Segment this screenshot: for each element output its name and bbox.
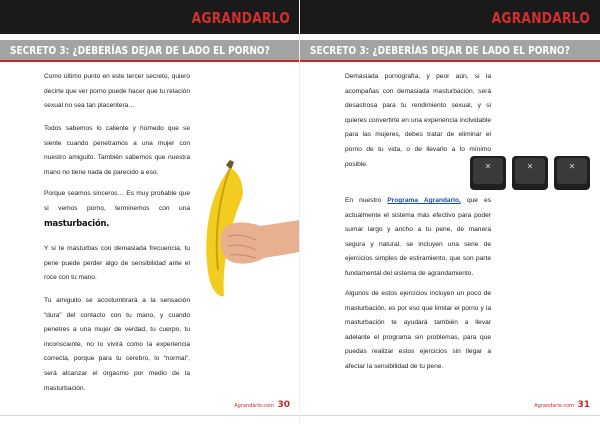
page-number: 31 (577, 400, 590, 410)
program-link[interactable]: Programa Agrandarlo, (387, 197, 461, 204)
svg-text:✕: ✕ (484, 162, 492, 171)
right-page (300, 0, 600, 424)
paragraph-text: que es actualmente el sistema más efectivo para poder sumar largo y ancho a tu pene, de manera segura y natural, se incluyen una serie de ejercicios simples de estiramiento, que son parte fundamental del sistema de agrandamiento. (345, 197, 491, 277)
brand-logo: AGRANDARLO (491, 9, 590, 27)
page-number: 30 (277, 400, 290, 410)
hand-banana-image (190, 160, 300, 300)
paragraph: Demasiada pornografía, y peor aún, si la acompañas con demasiada masturbación, será desastrosa para tu rendimiento sexual, y si quieres convertirte en una experiencia inolvidable para las mujeres, debes tratar de eliminar el porno de tu vida, o de llevarlo a lo mínimo posible. (345, 73, 491, 168)
top-bar (300, 0, 600, 34)
hand (221, 220, 300, 264)
footer-url: Agrandarlo.com (534, 403, 574, 409)
keyword-highlight: masturbación. (44, 218, 110, 229)
section-divider (0, 60, 300, 62)
paragraph-text: Porque seamos sinceros… Es muy probable que si vemos porno, terminemos con una (44, 190, 190, 212)
footer-divider (300, 415, 600, 416)
section-title: SECRETO 3: ¿DEBERÍAS DEJAR DE LADO EL PORNO? (10, 44, 270, 57)
svg-text:✕: ✕ (568, 162, 576, 171)
paragraph (345, 194, 491, 282)
paragraph (44, 187, 190, 233)
paragraph: Algunos de estos ejercicios incluyen un poco de masturbación, es por eso que limitar el porno y la masturbación te ayudará también a llevar adelante el programa sin problemas, para que puedas realizar estos ejercicios sin llegar a afectar la sensibilidad de tu pene. (345, 290, 491, 370)
keyboard-keys-image (468, 152, 594, 194)
paragraph-text: En nuestro (345, 197, 388, 204)
section-divider (300, 60, 600, 62)
section-header (300, 40, 600, 62)
key-x-1 (470, 156, 506, 190)
paragraph: Como último punto en este tercer secreto, quiero decirte que ver porno puede hacer que tu relación sexual no sea tan placentera… (44, 73, 190, 110)
paragraph: Todos sabemos lo caliente y húmedo que se siente cuando penetramos a una mujer con nuestro amiguito. También sabemos que nuestra mano no tiene nada de parecido a eso. (44, 125, 190, 176)
footer-divider (0, 415, 300, 416)
top-bar (0, 0, 300, 34)
section-title: SECRETO 3: ¿DEBERÍAS DEJAR DE LADO EL PORNO? (310, 44, 570, 57)
paragraph: Y si te masturbas con demasiada frecuencia, tu pene puede perder algo de sensibilidad ante el roce con tu mano. (44, 245, 190, 282)
brand-logo: AGRANDARLO (191, 9, 290, 27)
svg-text:✕: ✕ (526, 162, 534, 171)
page-footer (210, 400, 290, 414)
page-footer (510, 400, 590, 414)
key-x-3 (554, 156, 590, 190)
footer-url: Agrandarlo.com (234, 403, 274, 409)
paragraph: Tu amiguito se acostumbrará a la sensación “dura” del contacto con tu mano, y cuando penetres a una mujer de verdad, tu cuerpo, tu inconsciente, no lo vivirá como la experiencia correcta, porque para tu cerebro, lo “normal”, será alcanzar el orgasmo por medio de la masturbación. (44, 297, 190, 392)
key-x-2 (512, 156, 548, 190)
section-header (0, 40, 300, 62)
